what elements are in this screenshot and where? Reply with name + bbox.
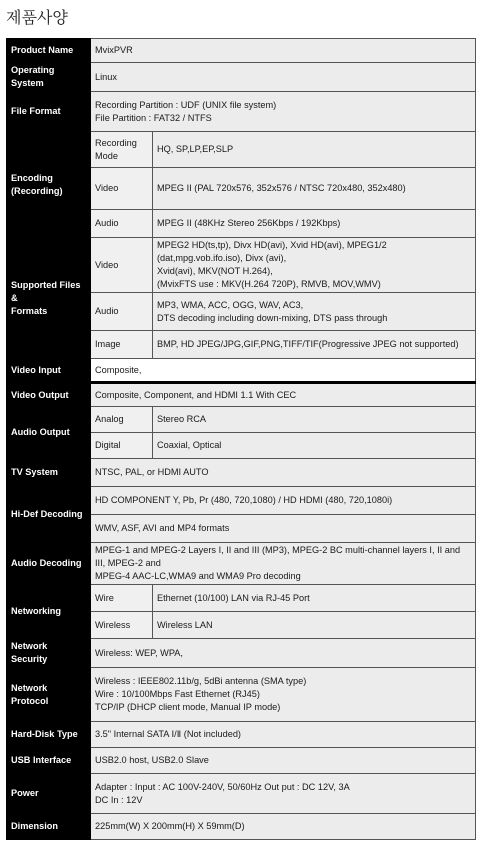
- value-analog: Stereo RCA: [153, 407, 476, 433]
- network-protocol-line: Wireless : IEEE802.11b/g, 5dBi antenna (SMA type): [95, 676, 307, 686]
- value-supported-image: BMP, HD JPEG/JPG,GIF,PNG,TIFF/TIF(Progressive JPEG not supported): [153, 331, 476, 359]
- sub-recording-mode: [91, 132, 153, 168]
- value-wireless: Wireless LAN: [153, 612, 476, 639]
- row-power: [7, 774, 476, 814]
- value-dimension: 225mm(W) X 200mm(H) X 59mm(D): [91, 814, 476, 840]
- label-network-security: Network Security: [7, 639, 91, 668]
- row-operating-system: [7, 63, 476, 92]
- file-format-line: File Partition : FAT32 / NTFS: [95, 112, 212, 123]
- value-hidef-1: HD COMPONENT Y, Pb, Pr (480, 720,1080) / HD HDMI (480, 720,1080i): [91, 487, 476, 515]
- row-network-security: [7, 639, 476, 668]
- sub-supported-image: Image: [91, 331, 153, 359]
- value-operating-system: Linux: [91, 63, 476, 92]
- network-protocol-line: TCP/IP (DHCP client mode, Manual IP mode): [95, 702, 281, 712]
- label-video-input: Video Input: [7, 359, 91, 383]
- row-supported-video: [7, 238, 476, 293]
- sub-analog: Analog: [91, 407, 153, 433]
- row-network-protocol: [7, 668, 476, 722]
- row-video-output: [7, 383, 476, 407]
- file-format-line: Recording Partition : UDF (UNIX file system): [95, 99, 277, 110]
- row-dimension: [7, 814, 476, 840]
- sub-encoding-audio: Audio: [91, 210, 153, 238]
- value-audio-decoding: [91, 543, 476, 585]
- sub-wireless: Wireless: [91, 612, 153, 639]
- power-line: Adapter : Input : AC 100V-240V, 50/60Hz Out put : DC 12V, 3A: [95, 781, 350, 792]
- row-usb: [7, 748, 476, 774]
- value-wire: Ethernet (10/100) LAN via RJ-45 Port: [153, 585, 476, 612]
- value-product-name: MvixPVR: [91, 39, 476, 63]
- label-file-format: File Format: [7, 92, 91, 132]
- label-audio-decoding: Audio Decoding: [7, 543, 91, 585]
- label-dimension: Dimension: [7, 814, 91, 840]
- supported-video-line: MPEG2 HD(ts,tp), Divx HD(avi), Xvid HD(avi), MPEG1/2 (dat,mpg.vob.ifo.iso), Divx (avi),: [157, 240, 387, 263]
- row-product-name: [7, 39, 476, 63]
- row-audio-output-analog: [7, 407, 476, 433]
- row-tv-system: [7, 459, 476, 487]
- label-network-protocol: Network Protocol: [7, 668, 91, 722]
- recording-mode-line: Recording: [95, 137, 137, 148]
- row-hard-disk: [7, 722, 476, 748]
- page-title: 제품사양: [6, 8, 68, 27]
- value-hard-disk: 3.5" Internal SATA Ⅰ/Ⅱ (Not included): [91, 722, 476, 748]
- value-video-output: Composite, Component, and HDMI 1.1 With CEC: [91, 383, 476, 407]
- recording-mode-line: Mode: [95, 150, 118, 161]
- label-usb: USB Interface: [7, 748, 91, 774]
- value-supported-audio: [153, 293, 476, 331]
- row-networking-wire: [7, 585, 476, 612]
- value-tv-system: NTSC, PAL, or HDMI AUTO: [91, 459, 476, 487]
- value-encoding-video: MPEG II (PAL 720x576, 352x576 / NTSC 720x480, 352x480): [153, 168, 476, 210]
- sub-supported-audio: Audio: [91, 293, 153, 331]
- sub-wire: Wire: [91, 585, 153, 612]
- supported-audio-line: MP3, WMA, ACC, OGG, WAV, AC3,: [157, 299, 304, 310]
- label-supported: [7, 238, 91, 359]
- sub-supported-video: Video: [91, 238, 153, 293]
- label-hidef: Hi-Def Decoding: [7, 487, 91, 543]
- supported-video-line: (MvixFTS use : MKV(H.264 720P), RMVB, MOV,WMV): [157, 279, 381, 289]
- row-video-input: [7, 359, 476, 383]
- value-supported-video: [153, 238, 476, 293]
- row-audio-decoding: [7, 543, 476, 585]
- row-encoding-recording-mode: [7, 132, 476, 168]
- label-power: Power: [7, 774, 91, 814]
- value-network-security: Wireless: WEP, WPA,: [91, 639, 476, 668]
- label-hard-disk: Hard-Disk Type: [7, 722, 91, 748]
- power-line: DC In : 12V: [95, 794, 143, 805]
- spec-table: [6, 38, 476, 840]
- label-networking: Networking: [7, 585, 91, 639]
- value-digital: Coaxial, Optical: [153, 433, 476, 459]
- value-recording-mode: HQ, SP,LP,EP,SLP: [153, 132, 476, 168]
- value-file-format: [91, 92, 476, 132]
- sub-digital: Digital: [91, 433, 153, 459]
- supported-video-line: Xvid(avi), MKV(NOT H.264),: [157, 266, 273, 276]
- audio-decoding-line: MPEG-1 and MPEG-2 Layers I, II and III (MP3), MPEG-2 BC multi-channel layers I, II and III, MPEG-2 and: [95, 545, 461, 568]
- label-operating-system: Operating System: [7, 63, 91, 92]
- supported-audio-line: DTS decoding including down-mixing, DTS pass through: [157, 312, 388, 323]
- value-usb: USB2.0 host, USB2.0 Slave: [91, 748, 476, 774]
- value-encoding-audio: MPEG II (48KHz Stereo 256Kbps / 192Kbps): [153, 210, 476, 238]
- label-audio-output: Audio Output: [7, 407, 91, 459]
- encoding-label-line: Encoding: [11, 172, 53, 183]
- value-power: [91, 774, 476, 814]
- supported-label-line: Supported Files &: [11, 279, 81, 303]
- sub-encoding-video: Video: [91, 168, 153, 210]
- label-product-name: Product Name: [7, 39, 91, 63]
- encoding-label-line: (Recording): [11, 185, 63, 196]
- supported-label-line: Formats: [11, 305, 48, 316]
- value-network-protocol: [91, 668, 476, 722]
- label-tv-system: TV System: [7, 459, 91, 487]
- row-file-format: [7, 92, 476, 132]
- value-hidef-2: WMV, ASF, AVI and MP4 formats: [91, 515, 476, 543]
- row-hidef-1: [7, 487, 476, 515]
- value-video-input: Composite,: [91, 359, 476, 383]
- label-video-output: Video Output: [7, 383, 91, 407]
- label-encoding: [7, 132, 91, 238]
- network-protocol-line: Wire : 10/100Mbps Fast Ethernet (RJ45): [95, 689, 260, 699]
- audio-decoding-line: MPEG-4 AAC-LC,WMA9 and WMA9 Pro decoding: [95, 571, 301, 581]
